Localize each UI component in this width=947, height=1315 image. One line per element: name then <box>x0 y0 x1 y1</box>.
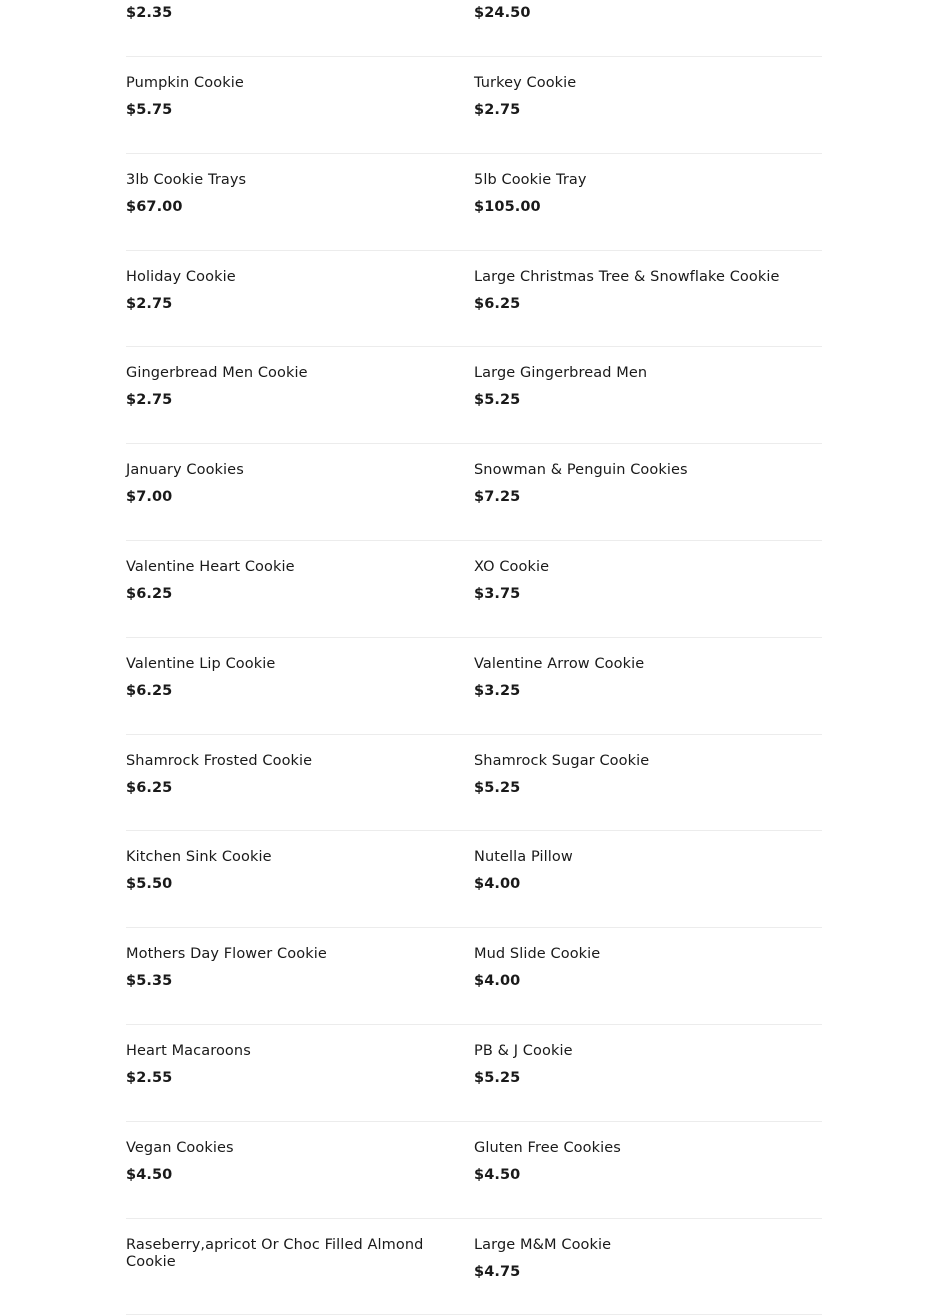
item-name[interactable]: Mud Slide Cookie <box>474 946 601 963</box>
menu-row <box>126 347 822 444</box>
item-price: $4.00 <box>474 973 521 990</box>
menu-row <box>126 1219 822 1315</box>
menu-item[interactable] <box>126 946 456 990</box>
menu-item[interactable] <box>126 75 456 119</box>
menu-item[interactable] <box>126 0 456 22</box>
item-name[interactable]: Nutella Pillow <box>474 849 573 866</box>
menu-row <box>126 735 822 832</box>
item-price: $6.25 <box>474 295 521 312</box>
menu-item[interactable] <box>474 849 804 893</box>
item-price: $5.25 <box>474 1069 521 1086</box>
item-price: $4.75 <box>474 1263 521 1280</box>
menu-item[interactable] <box>126 269 456 313</box>
menu-row <box>126 57 822 154</box>
item-name[interactable]: Large M&M Cookie <box>474 1236 612 1253</box>
item-name[interactable]: Valentine Lip Cookie <box>126 655 276 672</box>
menu-item[interactable] <box>474 559 804 603</box>
menu-item[interactable] <box>126 559 456 603</box>
item-price: $7.00 <box>126 489 173 506</box>
item-name[interactable]: Snowman & Penguin Cookies <box>474 462 688 479</box>
item-price: $4.50 <box>126 1166 173 1183</box>
menu-row <box>126 928 822 1025</box>
item-name[interactable]: Turkey Cookie <box>474 75 577 91</box>
item-name[interactable]: XO Cookie <box>474 558 550 575</box>
item-name[interactable]: Valentine Arrow Cookie <box>474 655 645 672</box>
item-name[interactable]: Shamrock Frosted Cookie <box>126 752 313 769</box>
item-name[interactable]: Pumpkin Cookie <box>126 75 244 91</box>
item-name[interactable]: Large Christmas Tree & Snowflake Cookie <box>474 268 780 285</box>
menu-item[interactable] <box>474 172 804 216</box>
item-name[interactable]: 5lb Cookie Tray <box>474 171 587 188</box>
item-name[interactable]: Gingerbread Men Cookie <box>126 365 308 382</box>
menu-item[interactable] <box>126 656 456 700</box>
item-name[interactable]: Shamrock Sugar Cookie <box>474 752 650 769</box>
menu-row <box>126 638 822 735</box>
item-price: $4.00 <box>474 876 521 893</box>
item-price: $3.25 <box>474 682 521 699</box>
menu-item[interactable] <box>474 462 804 506</box>
item-price: $67.00 <box>126 198 183 215</box>
menu-item[interactable] <box>126 1043 456 1087</box>
menu-item[interactable] <box>474 0 804 22</box>
item-price: $5.50 <box>126 876 173 893</box>
item-price: $7.25 <box>474 489 521 506</box>
menu-list <box>126 0 822 1315</box>
menu-item[interactable] <box>474 656 804 700</box>
item-name[interactable]: Valentine Heart Cookie <box>126 558 295 575</box>
menu-item[interactable] <box>474 1237 804 1281</box>
item-name[interactable]: 3lb Cookie Trays <box>126 171 247 188</box>
menu-item[interactable] <box>126 849 456 893</box>
item-name[interactable]: PB & J Cookie <box>474 1042 573 1059</box>
menu-item[interactable] <box>126 1140 456 1184</box>
menu-item[interactable] <box>474 365 804 409</box>
item-price: $105.00 <box>474 198 541 215</box>
menu-row <box>126 444 822 541</box>
item-price: $2.55 <box>126 1069 173 1086</box>
item-price: $6.25 <box>126 682 173 699</box>
menu-item[interactable] <box>126 462 456 506</box>
item-price: $5.25 <box>474 779 521 796</box>
menu-item[interactable] <box>474 75 804 119</box>
item-name[interactable]: Raseberry,apricot Or Choc Filled Almond Cookie <box>126 1236 424 1270</box>
item-price: $6.25 <box>126 585 173 602</box>
menu-row <box>126 154 822 251</box>
menu-item[interactable] <box>474 1140 804 1184</box>
item-price: $2.35 <box>126 5 173 21</box>
menu-item[interactable] <box>126 1237 456 1281</box>
item-price: $5.75 <box>126 102 173 118</box>
item-name[interactable]: January Cookies <box>126 462 244 479</box>
menu-item[interactable] <box>474 753 804 797</box>
item-price: $3.75 <box>474 585 521 602</box>
menu-row <box>126 1025 822 1122</box>
item-price: $24.50 <box>474 5 531 21</box>
menu-row <box>126 541 822 638</box>
menu-row <box>126 831 822 928</box>
item-price: $2.75 <box>474 102 521 118</box>
item-name[interactable]: Holiday Cookie <box>126 268 236 285</box>
item-price: $4.50 <box>474 1166 521 1183</box>
menu-row <box>126 0 822 57</box>
item-price: $2.75 <box>126 392 173 409</box>
item-name[interactable]: Gluten Free Cookies <box>474 1139 621 1156</box>
item-name[interactable]: Mothers Day Flower Cookie <box>126 946 327 963</box>
menu-item[interactable] <box>474 1043 804 1087</box>
menu-item[interactable] <box>126 172 456 216</box>
item-name[interactable]: Kitchen Sink Cookie <box>126 849 272 866</box>
item-price: $6.25 <box>126 779 173 796</box>
item-name[interactable]: Vegan Cookies <box>126 1139 234 1156</box>
menu-item[interactable] <box>126 365 456 409</box>
item-price: $2.75 <box>126 295 173 312</box>
item-price: $5.35 <box>126 973 173 990</box>
menu-item[interactable] <box>474 946 804 990</box>
menu-item[interactable] <box>126 753 456 797</box>
item-price: $5.25 <box>474 392 521 409</box>
item-name[interactable]: Heart Macaroons <box>126 1042 251 1059</box>
item-name[interactable]: Large Gingerbread Men <box>474 365 648 382</box>
menu-row <box>126 251 822 348</box>
menu-row <box>126 1122 822 1219</box>
menu-item[interactable] <box>474 269 804 313</box>
